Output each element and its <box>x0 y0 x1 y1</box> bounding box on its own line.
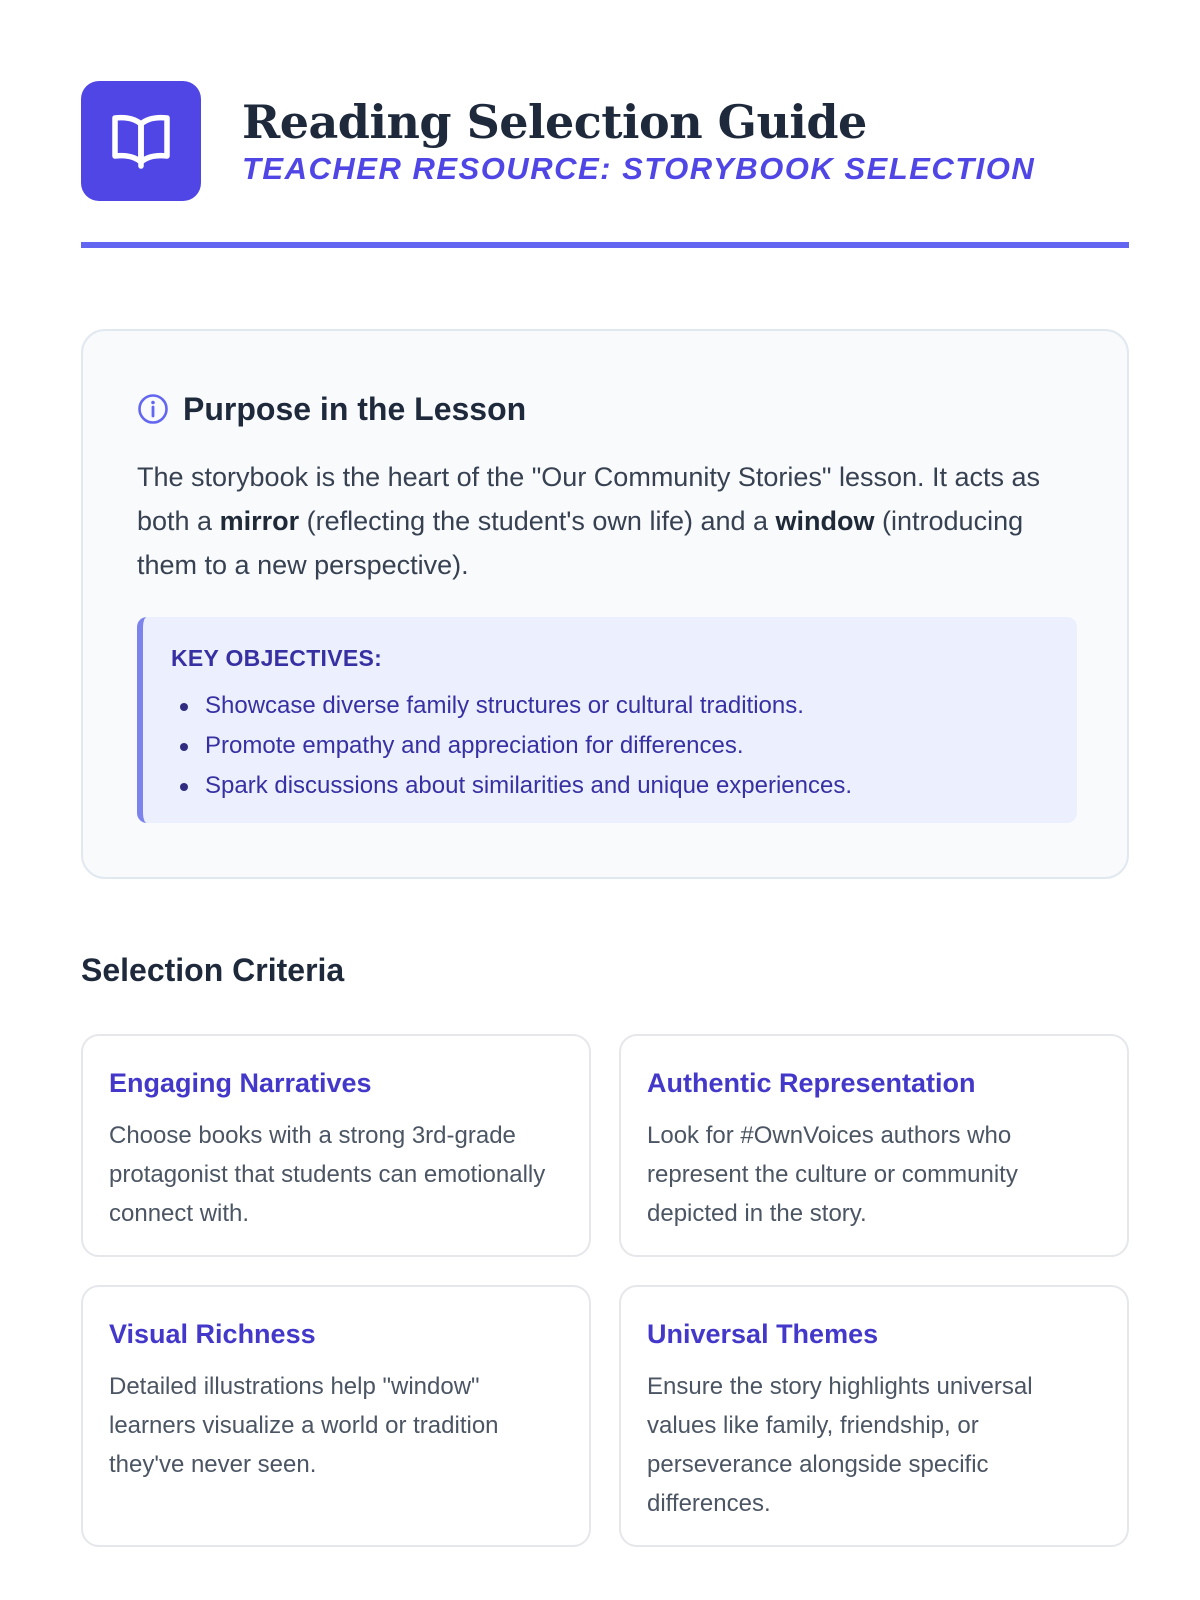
card-title: Visual Richness <box>109 1319 316 1349</box>
card-text: Ensure the story highlights universal values like family, friendship, or perseverance alongside specific differences. <box>647 1373 1033 1517</box>
header <box>81 81 1129 201</box>
purpose-text-part: (introducing them to a new perspective). <box>137 506 1024 580</box>
criteria-grid <box>81 1034 1129 1547</box>
criteria-card-visual-richness <box>81 1285 591 1547</box>
key-objectives-box <box>137 617 1077 823</box>
criteria-card-engaging-narratives <box>81 1034 591 1257</box>
purpose-card <box>81 329 1129 879</box>
purpose-text-part: (reflecting the student's own life) and a <box>299 506 776 536</box>
open-book-icon <box>110 112 172 170</box>
objective-item: Spark discussions about similarities and unique experiences. <box>171 766 1077 806</box>
page <box>81 81 1129 1547</box>
criteria-card-universal-themes <box>619 1285 1129 1547</box>
criteria-heading: Selection Criteria <box>81 952 345 988</box>
card-title: Universal Themes <box>647 1319 879 1349</box>
criteria-card-authentic-representation <box>619 1034 1129 1257</box>
card-text: Detailed illustrations help "window" learners visualize a world or tradition they've never seen. <box>109 1373 499 1478</box>
mirror-term: mirror <box>219 506 300 536</box>
card-text: Choose books with a strong 3rd-grade protagonist that students can emotionally connect with. <box>109 1122 546 1227</box>
window-term: window <box>775 506 875 536</box>
purpose-text-part: The storybook is the heart of the "Our Community Stories" lesson. It acts as both a <box>137 462 1041 536</box>
purpose-text <box>137 455 1077 587</box>
card-text: Look for #OwnVoices authors who represent the culture or community depicted in the story. <box>647 1122 1018 1227</box>
page-subtitle: TEACHER RESOURCE: STORYBOOK SELECTION <box>242 151 1036 186</box>
objective-item: Promote empathy and appreciation for differences. <box>171 726 1077 766</box>
info-icon <box>137 393 169 425</box>
page-title: Reading Selection Guide <box>242 95 867 149</box>
objective-item: Showcase diverse family structures or cultural traditions. <box>171 686 1077 726</box>
objectives-list <box>171 686 1077 806</box>
logo <box>81 81 201 201</box>
purpose-heading <box>137 389 1073 429</box>
header-divider <box>81 242 1129 248</box>
card-title: Authentic Representation <box>647 1068 976 1098</box>
objectives-title: KEY OBJECTIVES: <box>171 645 383 671</box>
card-title: Engaging Narratives <box>109 1068 372 1098</box>
purpose-title: Purpose in the Lesson <box>183 390 527 427</box>
